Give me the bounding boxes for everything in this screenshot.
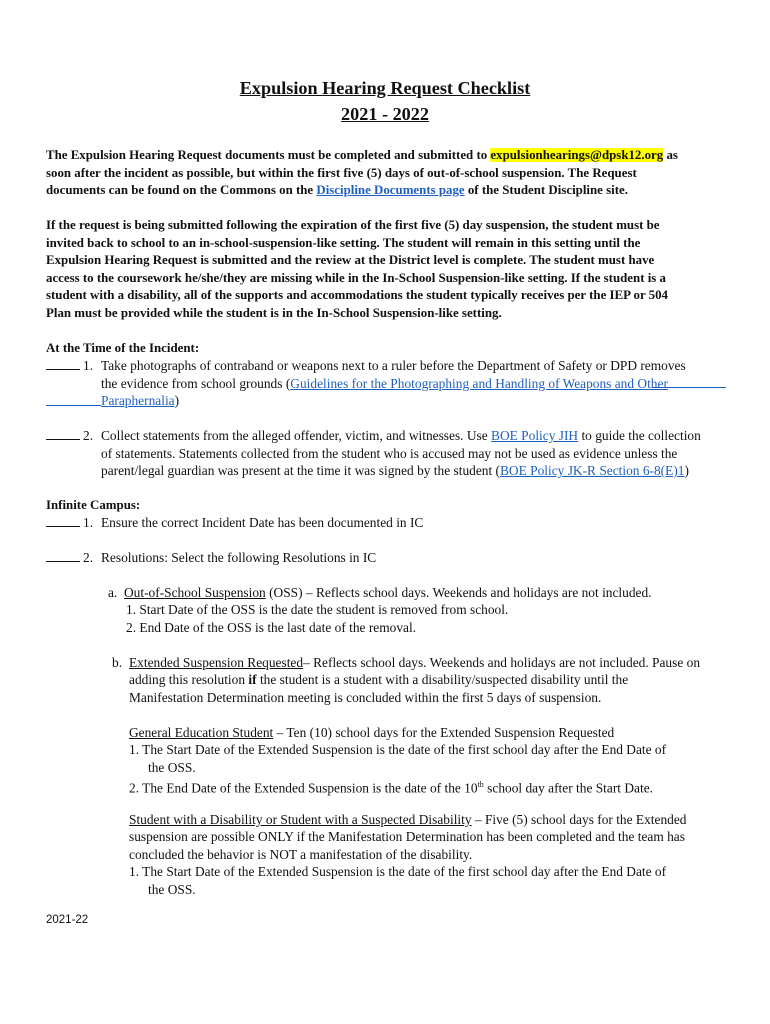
disability-step-1-cont: the OSS. <box>148 882 196 897</box>
ext-heading <box>129 654 700 672</box>
incident-item-1-line-2 <box>101 375 668 393</box>
incident-item-2-line-2: of statements. Statements collected from the student who is accused may not be used as evidence unless the <box>101 446 678 461</box>
intro-text: of the Student Discipline site. <box>464 183 628 197</box>
photo-guidelines-link[interactable]: Guidelines for the Photographing and Handling of Weapons and Other <box>290 376 668 391</box>
item-text: to guide the collection <box>578 428 701 443</box>
incident-item-2-text <box>101 427 701 445</box>
photo-guidelines-link-continued[interactable]: Paraphernalia <box>101 393 175 408</box>
gen-ed-step-1: 1. The Start Date of the Extended Suspension is the date of the first school day after the End Date of <box>129 742 667 757</box>
ext-text: adding this resolution <box>129 672 249 687</box>
discipline-documents-link[interactable]: Discipline Documents page <box>316 183 465 197</box>
item-text: Collect statements from the alleged offender, victim, and witnesses. Use <box>101 428 492 443</box>
intro-text: as <box>663 148 678 162</box>
checklist-blank[interactable] <box>46 549 80 562</box>
document-title: Expulsion Hearing Request Checklist <box>239 78 531 98</box>
infinite-campus-heading: Infinite Campus: <box>46 498 141 512</box>
disability-term: Student with a Disability or Student with a Suspected Disability <box>129 812 472 827</box>
intro-text: documents can be found on the Commons on the <box>46 183 317 197</box>
ic-item-2 <box>46 549 93 567</box>
gen-ed-description: – Ten (10) school days for the Extended Suspension Requested <box>273 725 615 740</box>
incident-item-2-line-1 <box>46 427 93 445</box>
ext-letter: b. <box>112 655 123 670</box>
intro-text: The Expulsion Hearing Request documents must be completed and submitted to <box>46 148 491 162</box>
oss-step-1: 1. Start Date of the OSS is the date the student is removed from school. <box>126 602 509 617</box>
para2-line-4: access to the coursework he/she/they are missing while in the In-School Suspension-like setting. If the student is a <box>46 271 666 285</box>
checklist-blank[interactable] <box>46 357 80 370</box>
document-year: 2021 - 2022 <box>341 104 429 124</box>
item-number: 2. <box>83 550 94 565</box>
para2-line-5: student with a disability, all of the supports and accommodations the student typically receives per the IEP or 504 <box>46 288 669 302</box>
disability-description: – Five (5) school days for the Extended <box>471 812 687 827</box>
submission-email-link[interactable]: expulsionhearings@dpsk12.org <box>490 148 664 162</box>
incident-item-1-text: Take photographs of contraband or weapons next to a ruler before the Department of Safety or DPD removes <box>101 358 686 373</box>
ordinal-suffix: th <box>477 780 484 789</box>
gen-ed-heading <box>129 724 614 742</box>
para2-line-2: invited back to school to an in-school-suspension-like setting. The student will remain in this setting until the <box>46 236 641 250</box>
ic-item-1 <box>46 514 93 532</box>
para2-line-1: If the request is being submitted following the expiration of the first five (5) day suspension, the student must be <box>46 218 660 232</box>
oss-heading <box>124 584 652 602</box>
oss-term: Out-of-School Suspension <box>124 585 266 600</box>
boe-policy-jkr-link[interactable]: BOE Policy JK-R Section 6-8(E)1 <box>500 463 685 478</box>
ic-item-2-text: Resolutions: Select the following Resolutions in IC <box>101 550 377 565</box>
oss-description: (OSS) – Reflects school days. Weekends and holidays are not included. <box>265 585 652 600</box>
link-underline-extension <box>652 387 726 388</box>
gen-ed-step-1-cont: the OSS. <box>148 760 196 775</box>
incident-item-1-line-3 <box>101 392 179 410</box>
ext-term: Extended Suspension Requested <box>129 655 304 670</box>
gen-ed-step-2 <box>129 776 653 797</box>
incident-heading: At the Time of the Incident: <box>46 341 200 355</box>
intro-line-3 <box>46 182 628 200</box>
gen-ed-text: school day after the Start Date. <box>483 780 653 796</box>
ext-text: the student is a student with a disability/suspected disability until the <box>256 672 629 687</box>
item-text: ) <box>174 393 180 408</box>
intro-line-2: soon after the incident as possible, but within the first five (5) days of out-of-school suspension. The Request <box>46 166 637 180</box>
item-text: parent/legal guardian was present at the time it was signed by the student ( <box>101 463 500 478</box>
disability-line-2: suspension are possible ONLY if the Manifestation Determination has been completed and the team has <box>129 829 685 844</box>
ext-description: – Reflects school days. Weekends and holidays are not included. Pause on <box>303 655 701 670</box>
ext-emphasis: if <box>248 672 257 687</box>
checklist-blank[interactable] <box>46 427 80 440</box>
oss-letter: a. <box>108 585 118 600</box>
incident-item-1-line-1 <box>46 357 93 375</box>
page-footer: 2021-22 <box>46 914 89 926</box>
disability-step-1: 1. The Start Date of the Extended Suspension is the date of the first school day after the End Date of <box>129 864 667 879</box>
gen-ed-text: 2. The End Date of the Extended Suspension is the date of the 10 <box>129 780 478 796</box>
para2-line-6: Plan must be provided while the student is in the In-School Suspension-like setting. <box>46 306 502 320</box>
ic-item-1-text: Ensure the correct Incident Date has been documented in IC <box>101 515 424 530</box>
disability-line-3: concluded the behavior is NOT a manifestation of the disability. <box>129 847 473 862</box>
oss-step-2: 2. End Date of the OSS is the last date of the removal. <box>126 620 417 635</box>
item-text: ) <box>684 463 689 478</box>
checklist-blank[interactable] <box>46 514 80 527</box>
boe-policy-jih-link[interactable]: BOE Policy JIH <box>491 428 579 443</box>
ext-line-3: Manifestation Determination meeting is concluded within the first 5 days of suspension. <box>129 690 602 705</box>
para2-line-3: Expulsion Hearing Request is submitted and the review at the District level is complete. The student must have <box>46 253 655 267</box>
item-number: 1. <box>83 358 94 373</box>
intro-line-1 <box>46 147 678 165</box>
gen-ed-term: General Education Student <box>129 725 274 740</box>
item-number: 1. <box>83 515 94 530</box>
ext-line-2 <box>129 671 628 689</box>
incident-item-2-line-3 <box>101 462 689 480</box>
disability-heading <box>129 811 687 829</box>
item-number: 2. <box>83 428 94 443</box>
link-underline-extension <box>46 405 101 406</box>
item-text: the evidence from school grounds ( <box>101 376 291 391</box>
